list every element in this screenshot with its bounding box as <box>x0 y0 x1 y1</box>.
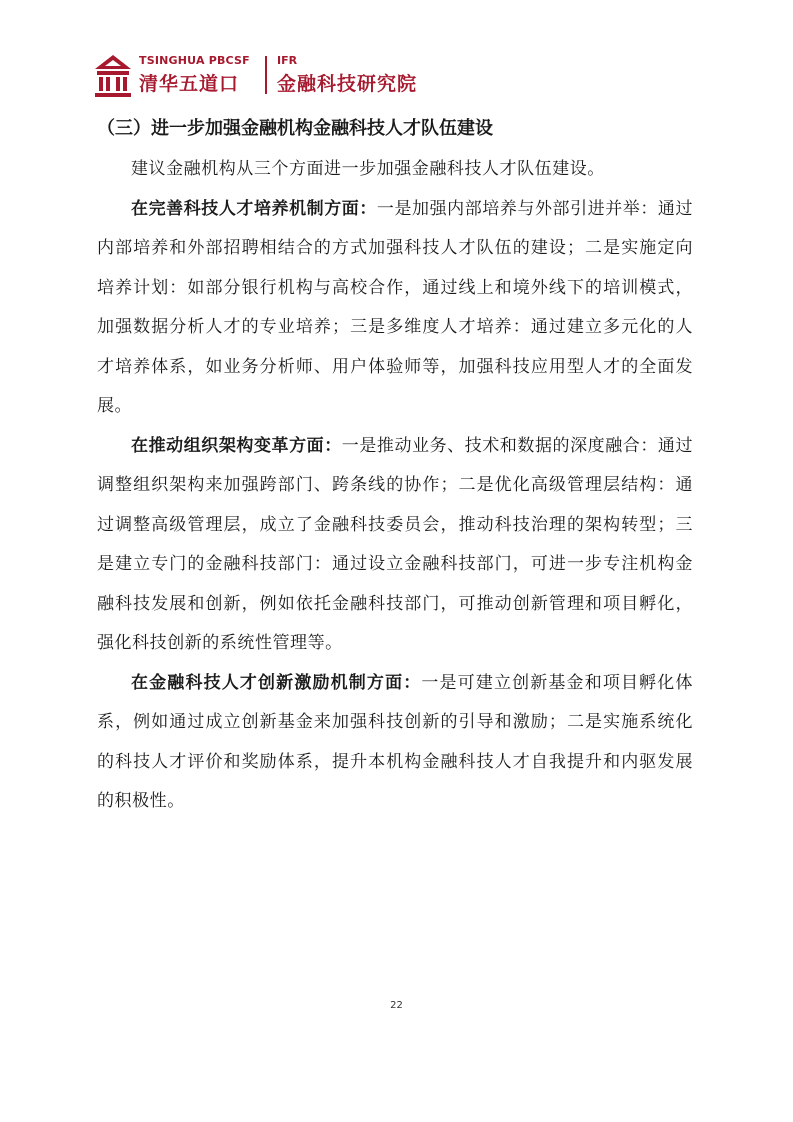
institute-name-en: IFR <box>277 54 298 67</box>
paragraph-org-reform <box>97 427 693 664</box>
paragraph-intro <box>97 150 693 190</box>
tsinghua-emblem-icon <box>93 53 133 99</box>
paragraph-talent-training <box>97 190 693 427</box>
paragraph-text: 一是推动业务、技术和数据的深度融合：通过调整组织架构来加强跨部门、跨条线的协作；二是优化高级管理层结构：通过调整高级管理层，成立了金融科技委员会，推动科技治理的架构转型；三是建立专门的金融科技部门：通过设立金融科技部门，可进一步专注机构金融科技发展和创新，例如依托金融科技部门，可推动创新管理和项目孵化，强化科技创新的系统性管理等。 <box>97 435 694 653</box>
logo-divider <box>265 56 267 94</box>
institute-name-cn: 金融科技研究院 <box>277 73 418 95</box>
org-name-en: TSINGHUA PBCSF <box>139 54 250 67</box>
org-name-cn: 清华五道口 <box>139 73 240 95</box>
section-title: （三）进一步加强金融机构金融科技人才队伍建设 <box>97 118 493 139</box>
paragraph-text: 建议金融机构从三个方面进一步加强金融科技人才队伍建设。 <box>131 159 605 179</box>
paragraph-lead: 在推动组织架构变革方面： <box>131 435 342 456</box>
paragraph-incentive <box>97 664 693 822</box>
page-number: 22 <box>390 1000 403 1011</box>
paragraph-lead: 在金融科技人才创新激励机制方面： <box>131 672 422 693</box>
paragraph-text: 一是可建立创新基金和项目孵化体系，例如通过成立创新基金来加强科技创新的引导和激励；二是实施系统化的科技人才评价和奖励体系，提升本机构金融科技人才自我提升和内驱发展的积极性。 <box>97 672 693 811</box>
paragraph-lead: 在完善科技人才培养机制方面： <box>131 198 377 219</box>
document-body <box>97 114 693 822</box>
paragraph-text: 一是加强内部培养与外部引进并举：通过内部培养和外部招聘相结合的方式加强科技人才队伍的建设；二是实施定向培养计划：如部分银行机构与高校合作，通过线上和境外线下的培训模式，加强数据分析人才的专业培养；三是多维度人才培养：通过建立多元化的人才培养体系，如业务分析师、用户体验师等，加强科技应用型人才的全面发展。 <box>97 198 694 416</box>
